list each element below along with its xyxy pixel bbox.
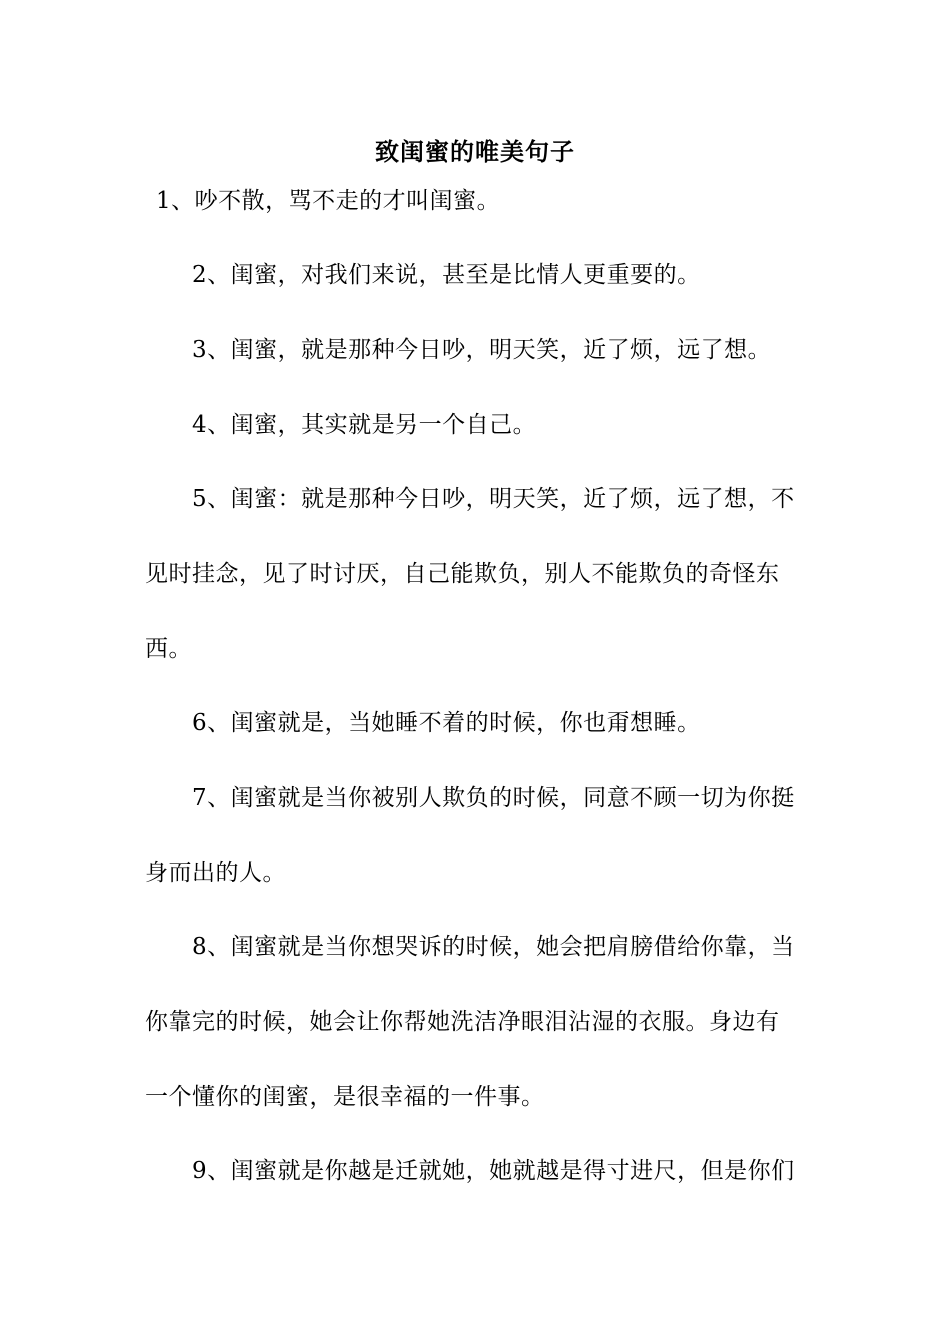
- text-line-14: 9、闺蜜就是你越是迁就她，她就越是得寸进尺，但是你们: [192, 1158, 795, 1184]
- text-line-9: 7、闺蜜就是当你被别人欺负的时候，同意不顾一切为你挺: [192, 785, 795, 811]
- text-line-11: 8、闺蜜就是当你想哭诉的时候，她会把肩膀借给你靠，当: [192, 934, 795, 960]
- document-title: 致闺蜜的唯美句子: [375, 137, 575, 166]
- text-line-10: 身而出的人。: [145, 860, 286, 886]
- text-line-12: 你靠完的时候，她会让你帮她洗洁净眼泪沾湿的衣服。身边有: [145, 1009, 780, 1035]
- text-line-13: 一个懂你的闺蜜，是很幸福的一件事。: [145, 1084, 545, 1110]
- text-line-1: 1、吵不散，骂不走的才叫闺蜜。: [156, 188, 501, 214]
- text-line-5: 5、闺蜜：就是那种今日吵，明天笑，近了烦，远了想，不: [192, 486, 795, 512]
- text-line-2: 2、闺蜜，对我们来说，甚至是比情人更重要的。: [192, 262, 701, 288]
- text-line-8: 6、闺蜜就是，当她睡不着的时候，你也甭想睡。: [192, 710, 701, 736]
- text-line-6: 见时挂念，见了时讨厌，自己能欺负，别人不能欺负的奇怪东: [145, 561, 780, 587]
- text-line-3: 3、闺蜜，就是那种今日吵，明天笑，近了烦，远了想。: [192, 337, 772, 363]
- text-line-7: 西。: [145, 636, 192, 662]
- text-line-4: 4、闺蜜，其实就是另一个自己。: [192, 412, 537, 438]
